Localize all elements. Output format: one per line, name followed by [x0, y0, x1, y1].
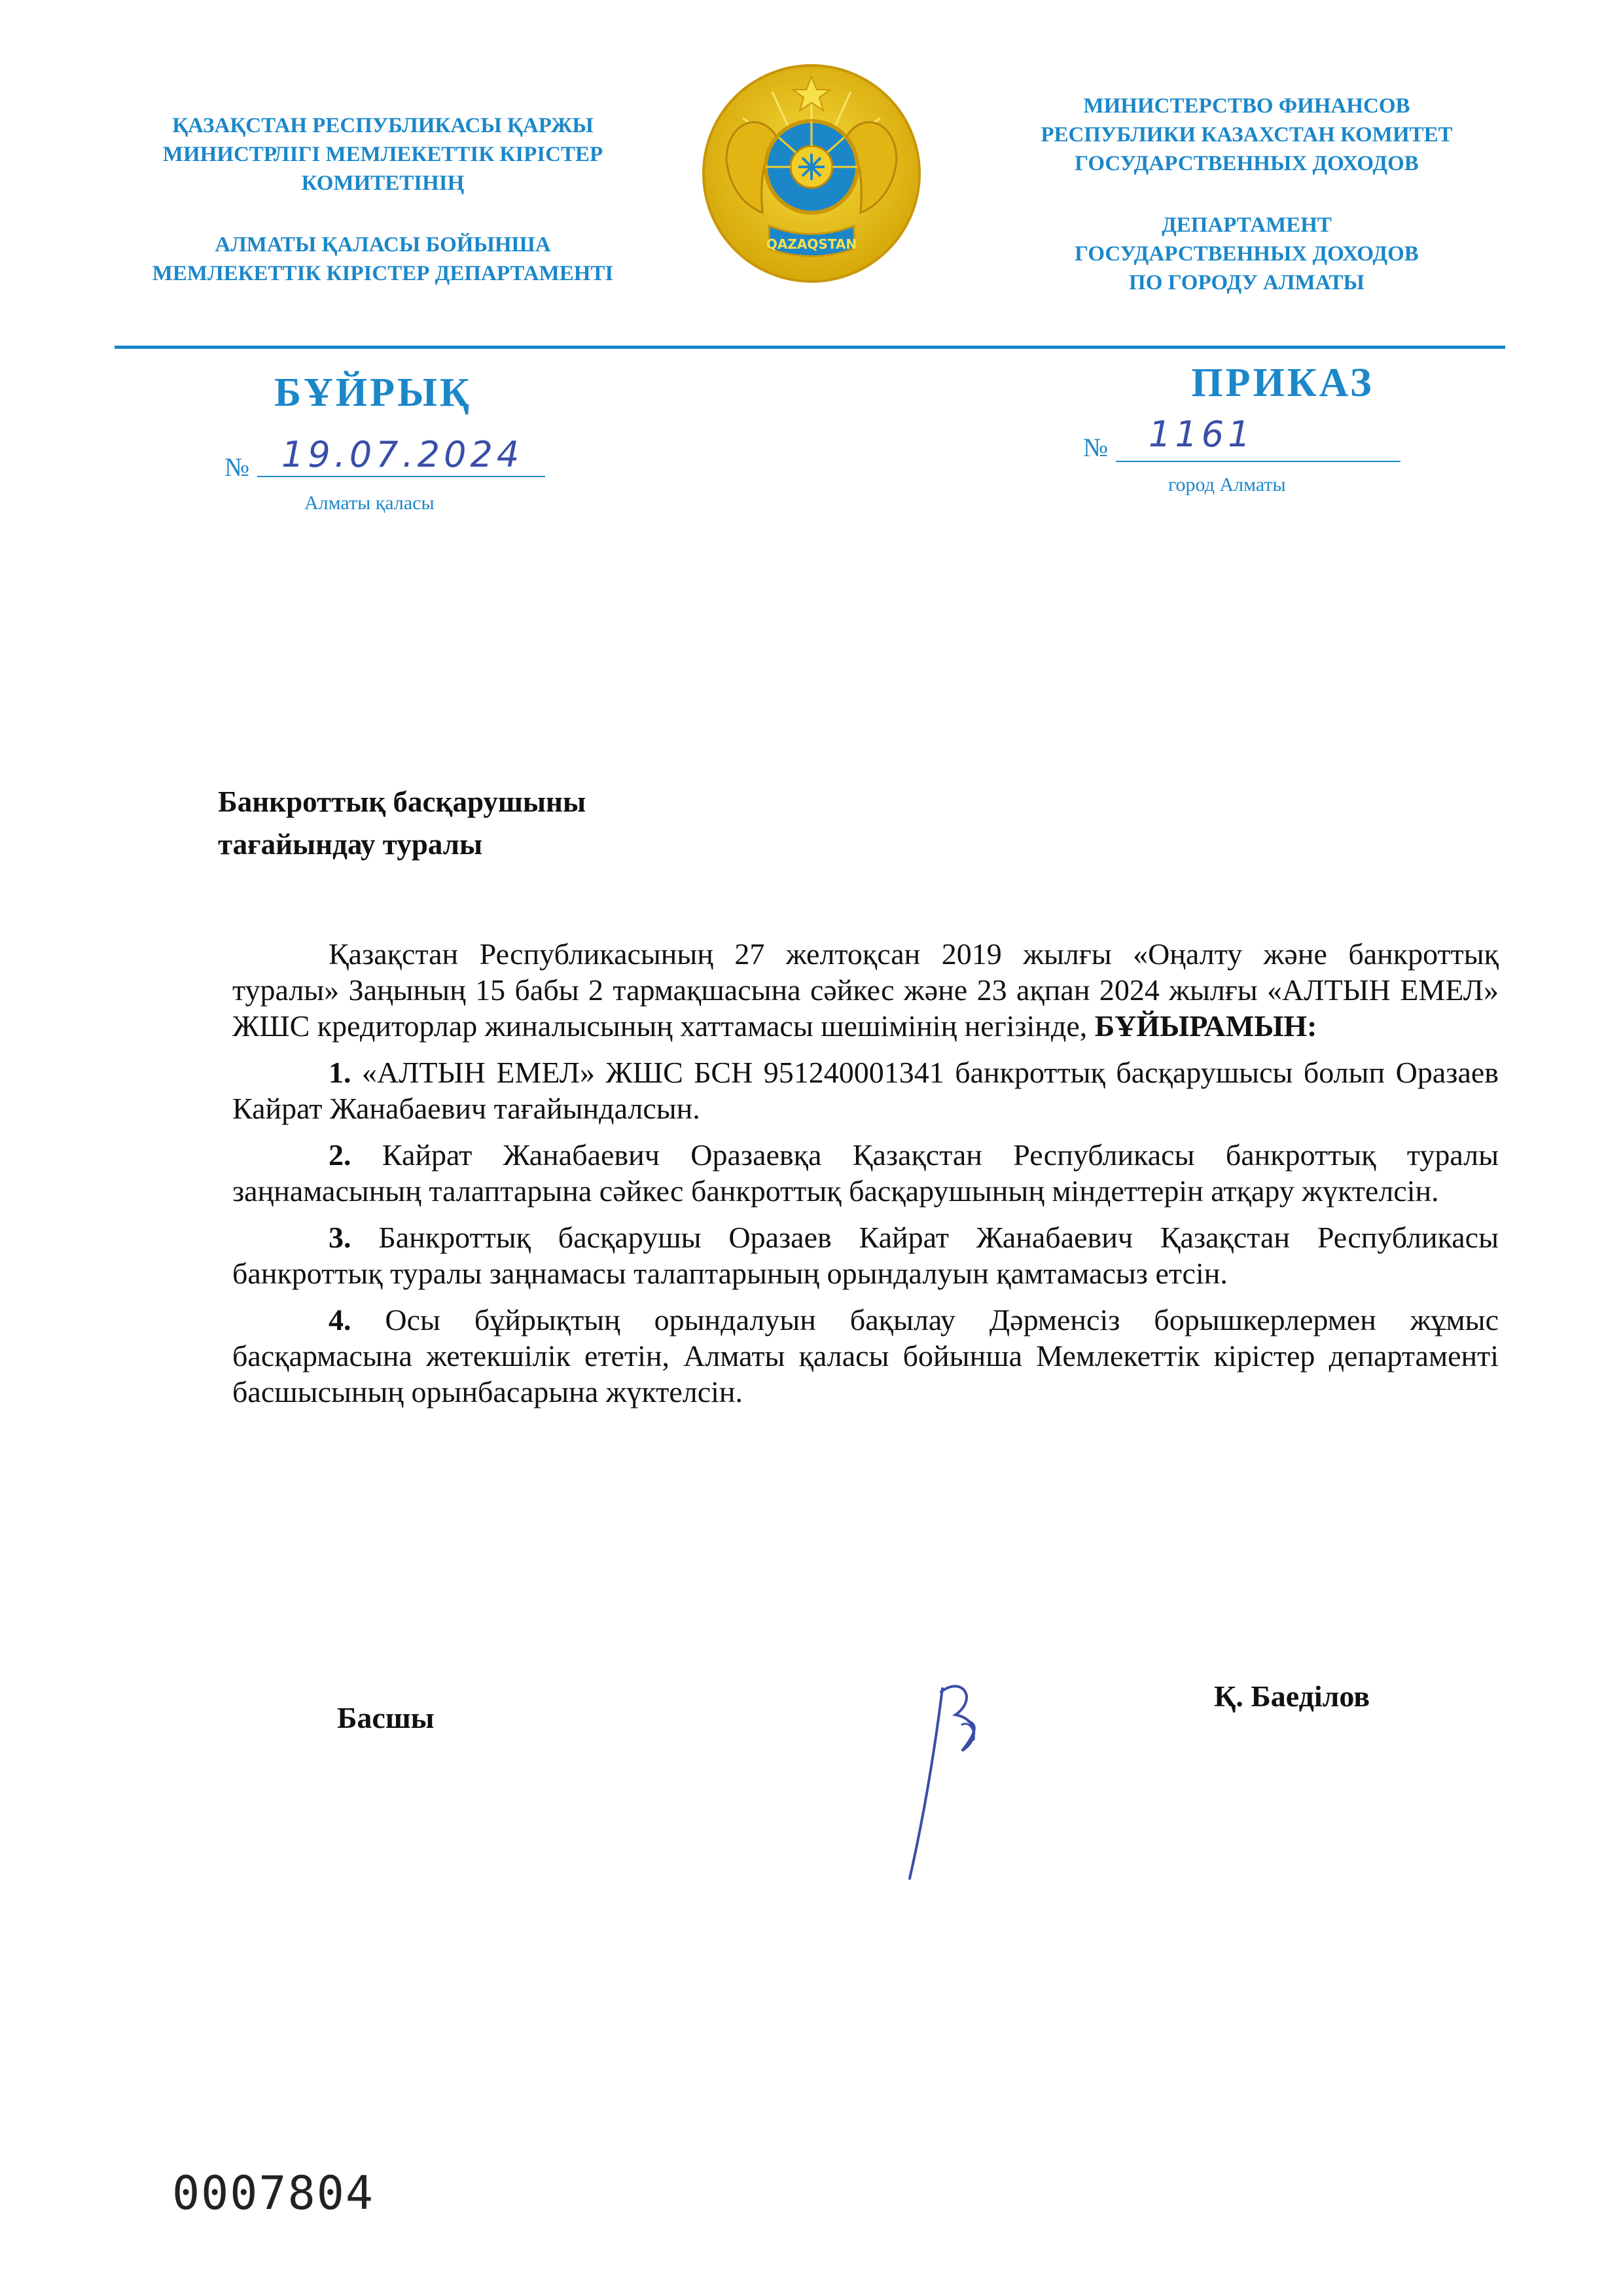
header-kz-line: МИНИСТРЛІГІ МЕМЛЕКЕТТІК КІРІСТЕР — [162, 143, 603, 166]
item-text: Осы бұйрықтың орындалуын бақылау Дәрменсіз борышкерлермен жұмыс басқармасына жетекшілік ететін, Алматы қаласы бойынша Мемлекеттік кірістер департаменті басшысының орынбасарына жүктелсін. — [232, 1303, 1499, 1408]
item-number: 4. — [329, 1303, 351, 1336]
signatory-title: Басшы — [337, 1701, 435, 1734]
item-text: «АЛТЫН ЕМЕЛ» ЖШС БСН 951240001341 банкроттық басқарушысы болып Оразаев Кайрат Жанабаевич тағайындалсын. — [232, 1056, 1499, 1125]
order-title-kz: БҰЙРЫҚ — [274, 370, 472, 415]
order-item — [232, 1054, 1499, 1126]
subject-line: тағайындау туралы — [218, 828, 483, 861]
preamble-text: Қазақстан Республикасының 27 желтоқсан 2019 жылғы «Оңалту және банкроттық туралы» Заңының 15 бабы 2 тармақшасына сәйкес және 23 ақпан 2024 жылғы «АЛТЫН ЕМЕЛ» ЖШС кредиторлар жиналысының хаттамасы шешімінің негізінде, — [232, 937, 1499, 1043]
header-divider — [115, 346, 1505, 349]
header-ru-line: ГОСУДАРСТВЕННЫХ ДОХОДОВ — [1075, 242, 1419, 266]
order-item — [232, 1302, 1499, 1410]
emblem-text: QAZAQSTAN — [766, 236, 857, 252]
handwritten-signature-icon — [864, 1662, 1008, 1898]
handwritten-date: 19.07.2024 — [281, 434, 524, 475]
header-kz-line: МЕМЛЕКЕТТІК КІРІСТЕР ДЕПАРТАМЕНТІ — [152, 262, 614, 285]
item-number: 3. — [329, 1221, 351, 1254]
signatory-name: Қ. Баеділов — [1214, 1679, 1370, 1713]
preamble-paragraph — [232, 936, 1499, 1044]
serial-number: 0007804 — [172, 2166, 375, 2220]
header-ru-line: ДЕПАРТАМЕНТ — [1162, 213, 1332, 237]
header-ru-line: ГОСУДАРСТВЕННЫХ ДОХОДОВ — [1075, 152, 1419, 175]
header-kz-line: АЛМАТЫ ҚАЛАСЫ БОЙЫНША — [215, 233, 551, 257]
item-number: 1. — [329, 1056, 351, 1089]
number-sign-ru: № — [1083, 433, 1109, 462]
item-number: 2. — [329, 1138, 351, 1172]
state-emblem-of-kazakhstan-icon — [700, 62, 923, 285]
order-subject — [218, 781, 807, 866]
order-title-ru: ПРИКАЗ — [1191, 361, 1374, 405]
order-item — [232, 1219, 1499, 1291]
handwritten-order-number: 1161 — [1149, 414, 1255, 455]
date-underline — [257, 476, 545, 477]
number-sign-kz: № — [224, 452, 250, 482]
directive-word: БҰЙЫРАМЫН: — [1094, 1009, 1317, 1043]
header-kz-line: ҚАЗАҚСТАН РЕСПУБЛИКАСЫ ҚАРЖЫ — [172, 114, 594, 137]
header-ru-line: РЕСПУБЛИКИ КАЗАХСТАН КОМИТЕТ — [1041, 123, 1453, 147]
number-underline — [1116, 461, 1400, 462]
city-ru: город Алматы — [1168, 474, 1286, 495]
header-org-ru — [962, 92, 1531, 297]
item-text: Кайрат Жанабаевич Оразаевқа Қазақстан Республикасы банкроттық туралы заңнамасының талаптарына сәйкес банкроттық басқарушының міндеттерін атқару жүктелсін. — [232, 1138, 1499, 1208]
city-kz: Алматы қаласы — [304, 492, 435, 514]
header-ru-line: МИНИСТЕРСТВО ФИНАНСОВ — [1083, 94, 1410, 118]
subject-line: Банкроттық басқарушыны — [218, 785, 586, 818]
header-kz-line: КОМИТЕТІНІҢ — [301, 171, 465, 195]
order-item — [232, 1137, 1499, 1209]
header-ru-line: ПО ГОРОДУ АЛМАТЫ — [1129, 271, 1364, 295]
order-body — [232, 936, 1499, 1410]
item-text: Банкроттық басқарушы Оразаев Кайрат Жанабаевич Қазақстан Республикасы банкроттық туралы заңнамасы талаптарының орындалуын қамтамасыз етсін. — [232, 1221, 1499, 1290]
header-org-kz — [98, 111, 668, 288]
